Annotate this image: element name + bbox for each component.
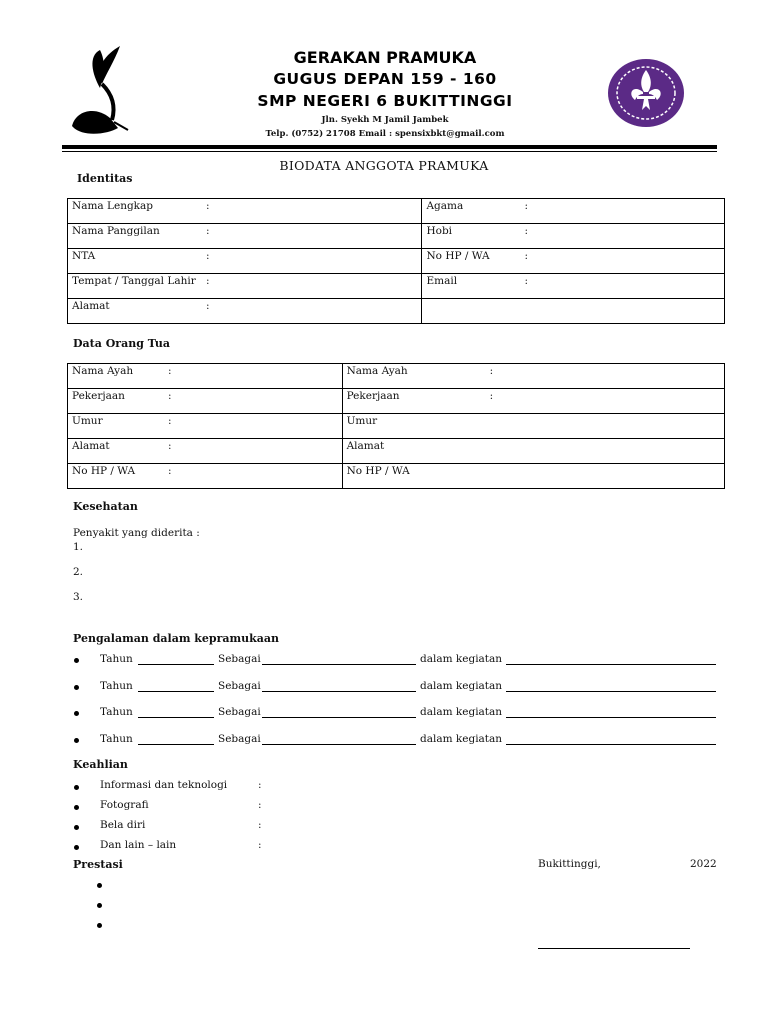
field-email[interactable]: Email : (422, 274, 725, 299)
field-pekerjaan-right[interactable]: Pekerjaan : (342, 389, 724, 414)
label: Umur (72, 415, 103, 427)
kegiatan-blank[interactable] (506, 744, 716, 745)
field-pekerjaan-left[interactable]: Pekerjaan : (68, 389, 343, 414)
tahun-blank[interactable] (138, 717, 214, 718)
signature-year: 2022 (690, 858, 717, 870)
tunas-kelapa-logo-icon (66, 44, 130, 138)
penyakit-label: Penyakit yang diderita : (73, 527, 200, 539)
label: Alamat (346, 440, 385, 452)
sebagai-blank[interactable] (262, 664, 416, 665)
keahlian-colon[interactable]: : (258, 819, 262, 831)
keahlian-item: Informasi dan teknologi (100, 779, 228, 791)
field-hobi[interactable]: Hobi : (422, 224, 725, 249)
label: NTA (72, 250, 96, 262)
field-no-hp-left[interactable]: No HP / WA : (68, 464, 343, 489)
keahlian-item: Fotografi (100, 799, 149, 811)
field-agama[interactable]: Agama : (422, 199, 725, 224)
kegiatan-blank[interactable] (506, 691, 716, 692)
table-row (68, 249, 725, 274)
field-alamat-right[interactable] (342, 439, 724, 464)
label: Nama Ayah (72, 365, 134, 377)
sebagai-blank[interactable] (262, 717, 416, 718)
table-row (68, 389, 725, 414)
table-row (68, 414, 725, 439)
gugus-depan: GUGUS DEPAN 159 - 160 (273, 70, 497, 88)
header-rule-thick (62, 145, 717, 149)
org-name: GERAKAN PRAMUKA (293, 48, 477, 67)
field-nama-ayah-right[interactable]: Nama Ayah : (342, 364, 724, 389)
tahun-blank[interactable] (138, 664, 214, 665)
field-umur-right[interactable] (342, 414, 724, 439)
empty-cell (422, 299, 725, 324)
table-row (68, 274, 725, 299)
table-row (68, 439, 725, 464)
kegiatan-blank[interactable] (506, 717, 716, 718)
world-scout-emblem-icon (607, 58, 685, 128)
bullet (74, 785, 79, 790)
label: No HP / WA (72, 465, 136, 477)
keahlian-colon[interactable]: : (258, 779, 262, 791)
bullet (74, 711, 79, 716)
section-pengalaman-title: Pengalaman dalam kepramukaan (73, 632, 280, 645)
keahlian-colon[interactable]: : (258, 839, 262, 851)
keahlian-colon[interactable]: : (258, 799, 262, 811)
label: Alamat (72, 300, 110, 312)
field-no-hp[interactable]: No HP / WA : (422, 249, 725, 274)
bullet[interactable] (97, 903, 102, 908)
label: Alamat (72, 440, 110, 452)
label: Nama Panggilan (72, 225, 160, 237)
sebagai-blank[interactable] (262, 744, 416, 745)
school-contact: Telp. (0752) 21708 Email : spensixbkt@gmail.com (265, 129, 505, 139)
bullet (74, 738, 79, 743)
table-row (68, 364, 725, 389)
document-title: BIODATA ANGGOTA PRAMUKA (279, 158, 489, 173)
field-nta[interactable]: NTA : (68, 249, 422, 274)
school-name: SMP NEGERI 6 BUKITTINGGI (257, 92, 513, 110)
penyakit-item-3[interactable]: 3. (73, 591, 84, 603)
keahlian-item: Bela diri (100, 819, 146, 831)
field-tempat-tanggal-lahir[interactable]: Tempat / Tanggal Lahir : (68, 274, 422, 299)
section-keahlian-title: Keahlian (73, 758, 128, 771)
signature-line[interactable] (538, 948, 690, 949)
label: Email (426, 275, 458, 287)
field-nama-ayah-left[interactable]: Nama Ayah : (68, 364, 343, 389)
sebagai-blank[interactable] (262, 691, 416, 692)
bullet[interactable] (97, 883, 102, 888)
orang-tua-table (67, 363, 725, 489)
field-alamat[interactable]: Alamat : (68, 299, 422, 324)
section-kesehatan-title: Kesehatan (73, 500, 138, 513)
table-row (68, 224, 725, 249)
label: No HP / WA (346, 465, 410, 477)
table-row (68, 199, 725, 224)
bullet (74, 685, 79, 690)
field-umur-left[interactable]: Umur : (68, 414, 343, 439)
penyakit-item-1[interactable]: 1. (73, 541, 84, 553)
section-orang-tua-title: Data Orang Tua (73, 337, 171, 350)
label: Nama Lengkap (72, 200, 154, 212)
section-identitas-title: Identitas (77, 172, 133, 185)
field-no-hp-right[interactable] (342, 464, 724, 489)
label: Agama (426, 200, 464, 212)
field-alamat-left[interactable]: Alamat : (68, 439, 343, 464)
label: No HP / WA (426, 250, 490, 262)
signature-place: Bukittinggi, (538, 858, 601, 870)
keahlian-item: Dan lain – lain (100, 839, 177, 851)
table-row (68, 299, 725, 324)
bullet (74, 658, 79, 663)
field-nama-lengkap[interactable]: Nama Lengkap : (68, 199, 422, 224)
penyakit-item-2[interactable]: 2. (73, 566, 84, 578)
tahun-blank[interactable] (138, 691, 214, 692)
tahun-blank[interactable] (138, 744, 214, 745)
bullet (74, 805, 79, 810)
table-row (68, 464, 725, 489)
label: Umur (346, 415, 378, 427)
bullet[interactable] (97, 923, 102, 928)
field-nama-panggilan[interactable]: Nama Panggilan : (68, 224, 422, 249)
section-prestasi-title: Prestasi (73, 858, 123, 871)
label: Hobi (426, 225, 453, 237)
header-rule-thin (62, 151, 717, 152)
school-address: Jln. Syekh M Jamil Jambek (321, 115, 449, 125)
label: Nama Ayah (346, 365, 408, 377)
bullet (74, 845, 79, 850)
bullet (74, 825, 79, 830)
label: Pekerjaan (346, 390, 400, 402)
kegiatan-blank[interactable] (506, 664, 716, 665)
label: Pekerjaan (72, 390, 125, 402)
label: Tempat / Tanggal Lahir (72, 275, 196, 287)
identitas-table (67, 198, 725, 324)
